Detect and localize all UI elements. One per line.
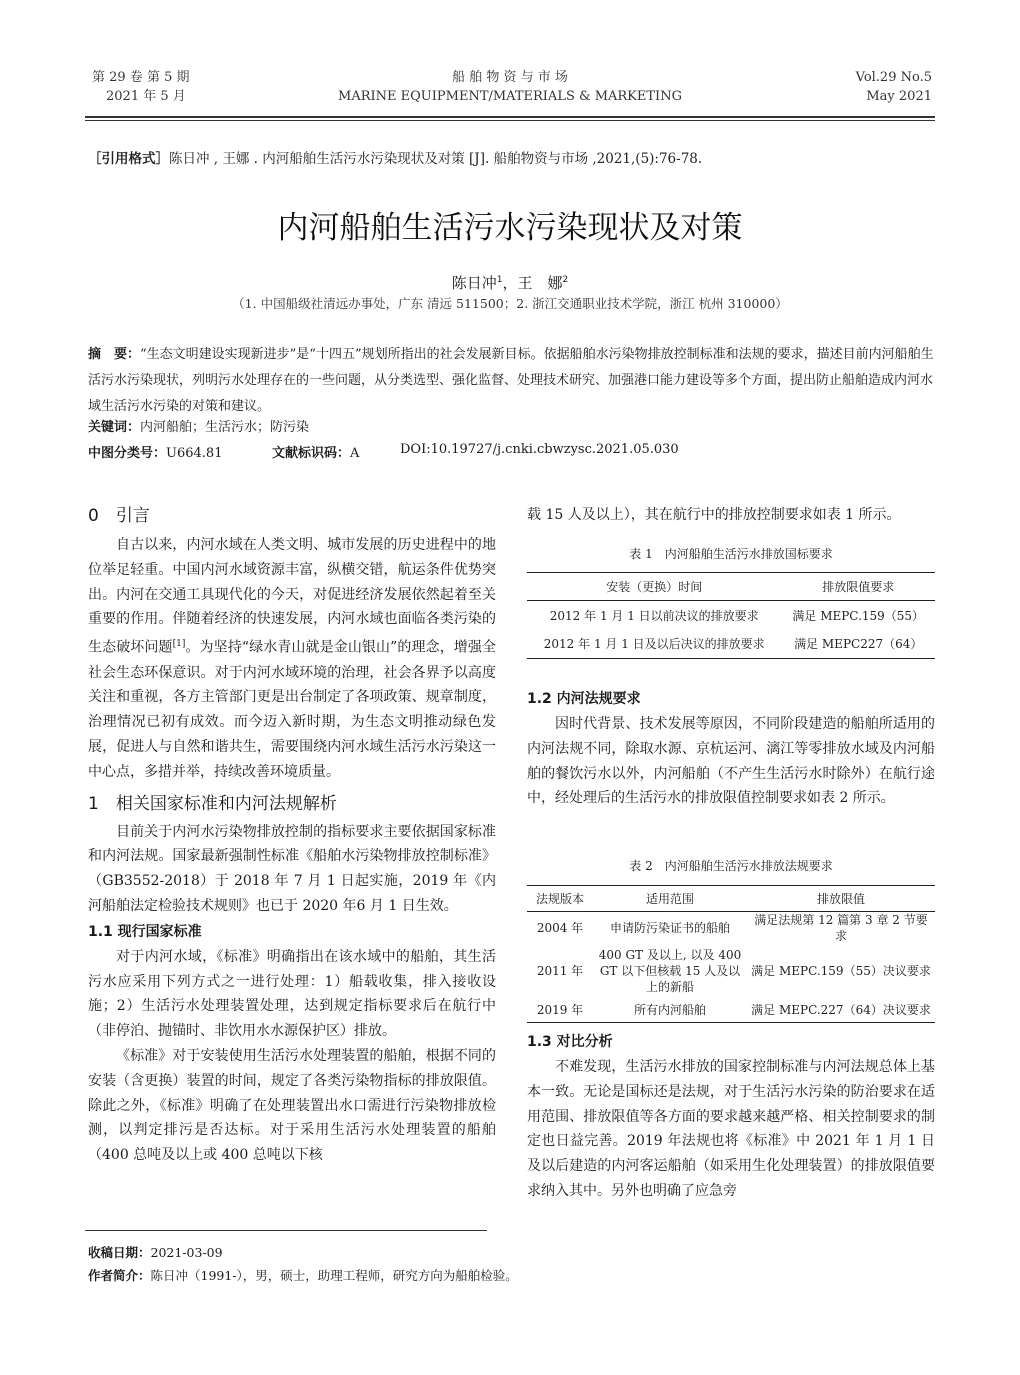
table-1-caption: 表 1 内河船舶生活污水排放国标要求	[629, 547, 833, 561]
doc-code-label: 文献标识码：	[272, 446, 351, 461]
affiliations: （1. 中国船级社清远办事处，广东 清远 511500；2. 浙江交通职业技术学院，浙江 杭州 310000）	[232, 296, 788, 311]
table-cell: 满足 MEPC.227（64）决议要求	[751, 1002, 931, 1017]
section-1-2-paragraph: 因时代背景、技术发展等原因，不同阶段建造的船舶所适用的内河法规不同，除取水源、京杭运河、漓江等零排放水域及内河船舶的餐饮污水以外，内河船舶（不产生生活污水时除外）在航行途中，经处理后的生活污水的排放限值控制要求如表 2 所示。	[527, 716, 935, 807]
author-2: 王 娜	[517, 274, 563, 292]
journal-name	[300, 68, 720, 106]
issue-date-en: May 2021	[866, 89, 932, 104]
section-1-1-paragraph-1: 对于内河水域，《标准》明确指出在该水域中的船舶，其生活污水应采用下列方式之一进行处理：1）船载收集，排入接收设施；2）生活污水处理装置处理，达到规定指标要求后在航行中（非停泊、抛锚时、非饮用水水源保护区）排放。	[88, 948, 496, 1040]
table-2-caption: 表 2 内河船舶生活污水排放法规要求	[629, 859, 833, 873]
author-bio	[88, 1266, 518, 1284]
keywords-text: 内河船舶；生活污水；防污染	[140, 420, 310, 435]
journal-volume-info	[92, 68, 189, 106]
clc-label: 中图分类号：	[88, 446, 167, 461]
table-2-header: 法规版本	[535, 891, 584, 906]
section-0-text-a: 自古以来，内河水域在人类文明、城市发展的历史进程中的地位举足轻重。中国内河水域资源丰富，纵横交错，航运条件优势突出。内河在交通工具现代化的今天，对促进经济发展依然起着至关重要的作用。伴随着经济的快速发展，内河水域也面临各类污染的生态破坏问题	[88, 537, 496, 656]
section-0-heading: 0 引言	[88, 506, 150, 526]
doc-code	[272, 442, 359, 461]
volume-issue-en: Vol.29 No.5	[855, 70, 932, 85]
table-1-header-row	[527, 573, 935, 601]
received-value: 2021-03-09	[150, 1245, 223, 1260]
header-rule-thick	[85, 116, 935, 118]
author-1: 陈日冲	[451, 274, 497, 292]
section-0-text-b: 。为坚持“绿水青山就是金山银山”的理念，增强全社会生态环保意识。对于内河水域环境的治理，社会各界予以高度关注和重视，各方主管部门更是出台制定了各项政策、规章制度，治理情况已初有成效。而今迈入新时期，为生态文明推动绿色发展，促进人与自然和谐共生，需要围绕内河水域生活污水污染这一中心点，多措并举，持续改善环境质量。	[88, 639, 496, 780]
table-1-header: 排放限值要求	[822, 580, 895, 594]
section-1-heading: 1 相关国家标准和内河法规解析	[88, 793, 337, 814]
table-row	[527, 912, 935, 945]
table-cell: 满足 MEPC227（64）	[794, 637, 923, 652]
received-date	[88, 1243, 223, 1261]
table-2-header: 适用范围	[645, 891, 694, 906]
paper-title: 内河船舶生活污水污染现状及对策	[277, 210, 743, 246]
footnote-rule	[85, 1230, 487, 1231]
table-row	[527, 630, 935, 659]
reference-1: [1]	[172, 639, 186, 650]
left-column	[88, 503, 496, 1168]
right-column	[527, 503, 935, 528]
table-cell: 2019 年	[536, 1002, 584, 1017]
received-label: 收稿日期：	[88, 1245, 151, 1260]
table-cell: 满足法规第 12 篇第 3 章 2 节要求	[754, 913, 928, 943]
table-row	[527, 944, 935, 998]
section-1-2-heading: 1.2 内河法规要求	[527, 691, 641, 707]
section-1-3-paragraph: 不难发现，生活污水排放的国家控制标准与内河法规总体上基本一致。无论是国标还是法规，对于生活污水污染的防治要求在适用范围、排放限值等各方面的要求越来越严格、相关控制要求的制定也日益完善。2019 年法规也将《标准》中 2021 年 1 月 1 日及以后建造的内河客运船舶（如采用生化处理装置）的排放限值要求纳入其中。另外也明确了应急旁	[527, 1059, 935, 1199]
abstract-text: “生态文明建设实现新进步”是“十四五”规划所指出的社会发展新目标。依据船舶水污染物排放控制标准和法规的要求，描述目前内河船舶生活污水污染现状，列明污水处理存在的一些问题，从分类选型、强化监督、处理技术研究、加强港口能力建设等多个方面，提出防止船舶造成内河水域生活污水污染的对策和建议。	[88, 347, 934, 414]
table-1-header: 安装（更换）时间	[606, 580, 703, 594]
table-cell: 所有内河船舶	[633, 1002, 706, 1017]
header-rule-thin	[85, 120, 935, 121]
table-row	[527, 601, 935, 630]
abstract-label: 摘 要：	[88, 347, 141, 362]
table-cell: 申请防污染证书的船舶	[609, 921, 730, 935]
table-cell: 满足 MEPC.159（55）	[792, 608, 925, 623]
journal-name-en: MARINE EQUIPMENT/MATERIALS & MARKETING	[338, 89, 682, 104]
table-row	[527, 998, 935, 1022]
author-separator: ，	[502, 274, 518, 292]
section-1-1-paragraph-2: 《标准》对于安装使用生活污水处理装置的船舶，根据不同的安装（含更换）装置的时间，规定了各类污染物指标的排放限值。除此之外，《标准》明确了在处理装置出水口需进行污染物排放检测，以判定排污是否达标。对于采用生活污水处理装置的船舶（400 总吨及以上或 400 总吨以下核	[88, 1048, 496, 1164]
section-1-1-heading: 1.1 现行国家标准	[88, 923, 202, 940]
table-cell: 2004 年	[536, 921, 584, 935]
table-2	[527, 885, 935, 1023]
volume-issue: 第 29 卷 第 5 期	[92, 70, 190, 85]
table-cell: 2012 年 1 月 1 日及以后决议的排放要求	[543, 637, 765, 652]
author-bio-label: 作者简介：	[88, 1268, 151, 1283]
classification-row	[88, 442, 222, 461]
author-list	[0, 272, 1020, 293]
table-cell: 满足 MEPC.159（55）决议要求	[751, 964, 931, 978]
doc-code-value: A	[350, 446, 360, 461]
journal-volume-en	[800, 68, 932, 106]
table-2-header-row	[527, 886, 935, 912]
continued-paragraph: 载 15 人及以上），其在航行中的排放控制要求如表 1 所示。	[527, 507, 901, 523]
citation-label: ［引用格式］	[88, 151, 169, 167]
section-1-3-heading: 1.3 对比分析	[527, 1034, 613, 1050]
section-0-paragraph	[88, 533, 496, 785]
citation-text: 陈日冲 , 王娜 . 内河船舶生活污水污染现状及对策 [J]. 船舶物资与市场 ,2021,(5):76-78.	[169, 151, 703, 167]
keywords-label: 关键词：	[88, 420, 141, 435]
table-cell: 2011 年	[536, 964, 584, 978]
keywords	[88, 416, 309, 435]
author-2-affil: 2	[562, 275, 569, 285]
doi: DOI:10.19727/j.cnki.cbwzysc.2021.05.030	[400, 442, 679, 457]
citation-format	[88, 147, 702, 167]
issue-date-cn: 2021 年 5 月	[106, 89, 186, 104]
section-1-3	[527, 1029, 935, 1204]
table-cell: 400 GT 及以上, 以及 400 GT 以下但核载 15 人及以上的新船	[598, 948, 742, 994]
table-cell: 2012 年 1 月 1 日以前决议的排放要求	[549, 608, 759, 623]
table-2-header: 排放限值	[816, 891, 865, 906]
abstract	[88, 342, 934, 420]
table-1	[527, 572, 935, 659]
section-1-paragraph: 目前关于内河水污染物排放控制的指标要求主要依据国家标准和内河法规。国家最新强制性标准《船舶水污染物排放控制标准》（GB3552-2018）于 2018 年 7 月 1 日起实施，2019 年《内河船舶法定检验技术规则》也已于 2020 年6 月 1 日生效。	[88, 823, 496, 915]
author-1-affil: 1	[496, 275, 503, 285]
section-1-2	[527, 686, 935, 811]
clc-value: U664.81	[166, 446, 223, 461]
author-bio-value: 陈日冲（1991-），男，硕士，助理工程师，研究方向为船舶检验。	[150, 1268, 518, 1283]
journal-name-cn: 船 舶 物 资 与 市 场	[452, 70, 568, 85]
